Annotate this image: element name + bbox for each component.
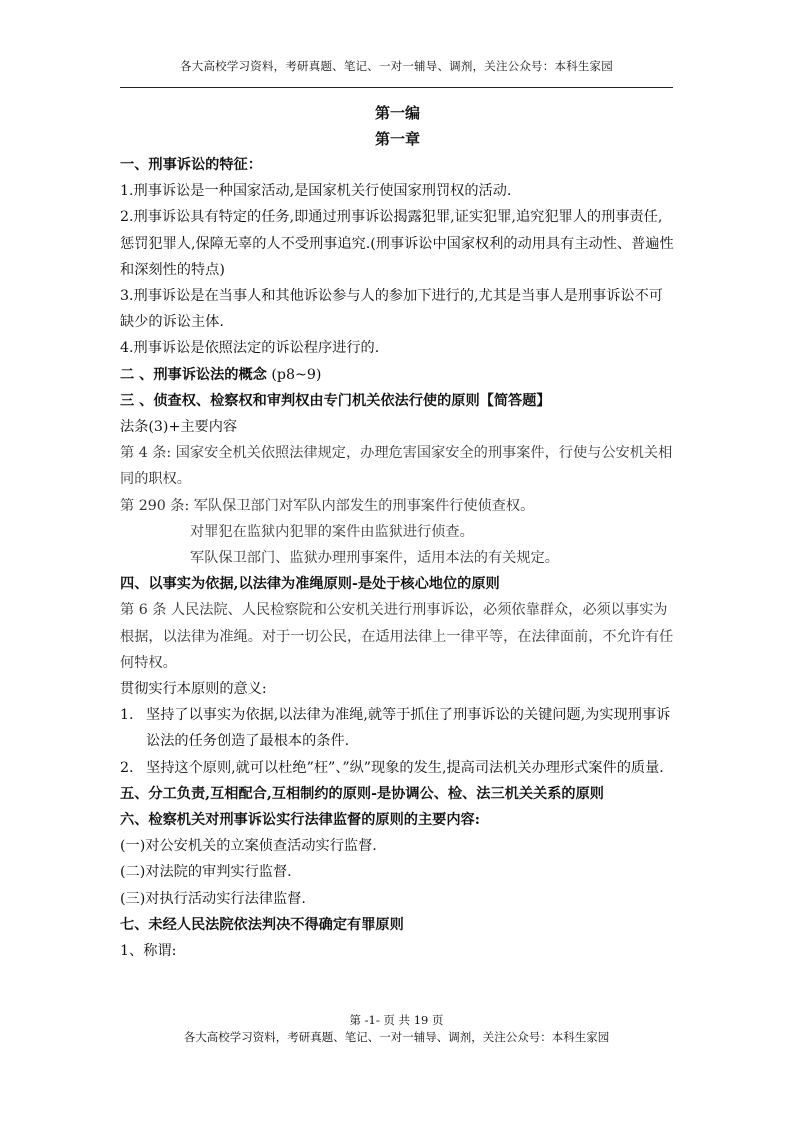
section-heading-3: 三 、侦查权、检察权和审判权由专门机关依法行使的原则【简答题】 — [120, 392, 551, 409]
article-4: 第 4 条: 国家安全机关依照法律规定，办理危害国家安全的刑事案件，行使与公安机关相同的职权。 — [120, 445, 673, 488]
section-heading-1: 一、刑事诉讼的特征： — [120, 157, 262, 173]
section-heading-7: 七、未经人民法院依法判决不得确定有罪原则 — [120, 916, 404, 933]
list-number: 1. — [120, 707, 134, 724]
chapter-title: 第一章 — [374, 130, 420, 148]
section-heading-6: 六、检察机关对刑事诉讼实行法律监督的原则的主要内容: — [120, 812, 480, 829]
paragraph: 法条(3)+主要内容 — [120, 419, 238, 436]
list-text: 坚持了以事实为依据,以法律为准绳,就等于抓住了刑事诉讼的关键问题,为实现刑事诉讼法的任务创造了最根本的条件. — [146, 707, 671, 750]
page-footer: 各大高校学习资料，考研真题、笔记、一对一辅导、调剂，关注公众号：本科生家园 — [183, 1030, 610, 1044]
list-text: 坚持这个原则,就可以杜绝”枉”、”纵”现象的发生,提高司法机关办理形式案件的质量. — [146, 759, 664, 776]
article-6: 第 6 条 人民法院、人民检察院和公安机关进行刑事诉讼，必须依靠群众，必须以事实为根据，以法律为准绳。对于一切公民，在适用法律上一律平等，在法律面前，不允许有任何特权。 — [120, 602, 674, 671]
article-290-line-2: 对罪犯在监狱内犯罪的案件由监狱进行侦查。 — [190, 523, 474, 540]
page-reference: (p8~9) — [266, 366, 322, 383]
list-item — [120, 702, 675, 754]
section-heading-5: 五、分工负责,互相配合,互相制约的原则-是协调公、检、法三机关关系的原则 — [120, 785, 604, 802]
paragraph: 3.刑事诉讼是在当事人和其他诉讼参与人的参加下进行的,尤其是当事人是刑事诉讼不可缺少的诉讼主体. — [120, 288, 663, 331]
page-number: 第 -1- 页 共 19 页 — [349, 1013, 444, 1027]
section-heading-4: 四、以事实为依据,以法律为准绳原则-是处于核心地位的原则 — [120, 576, 500, 593]
article-290: 第 290 条: 军队保卫部门对军队内部发生的刑事案件行使侦查权。 — [120, 497, 535, 514]
paragraph: (一)对公安机关的立案侦查活动实行监督. — [120, 838, 377, 855]
paragraph: 4.刑事诉讼是依照法定的诉讼程序进行的. — [120, 340, 380, 357]
paragraph: (二)对法院的审判实行监督. — [120, 864, 292, 881]
paragraph: 贯彻实行本原则的意义: — [120, 681, 267, 698]
paragraph: 2.刑事诉讼具有特定的任务,即通过刑事诉讼揭露犯罪,证实犯罪,追究犯罪人的刑事责任,惩罚犯罪人,保障无辜的人不受刑事追究.(刑事诉讼中国家权利的动用具有主动性、普遍性和深刻性的特点) — [120, 209, 674, 278]
part-title: 第一编 — [374, 104, 420, 122]
paragraph: 1.刑事诉讼是一种国家活动,是国家机关行使国家刑罚权的活动. — [120, 183, 512, 200]
list-item — [120, 755, 675, 781]
paragraph: 1、称谓: — [120, 943, 177, 960]
list-number: 2. — [120, 759, 134, 776]
paragraph: (三)对执行活动实行法律监督. — [120, 890, 306, 907]
header-rule — [120, 87, 673, 88]
section-heading-2 — [120, 362, 675, 388]
heading-text: 二 、刑事诉讼法的概念 — [120, 366, 267, 383]
page-header: 各大高校学习资料，考研真题、笔记、一对一辅导、调剂，关注公众号：本科生家园 — [180, 59, 613, 73]
article-290-line-3: 军队保卫部门、监狱办理刑事案件，适用本法的有关规定。 — [190, 550, 559, 567]
document-body — [120, 100, 675, 964]
